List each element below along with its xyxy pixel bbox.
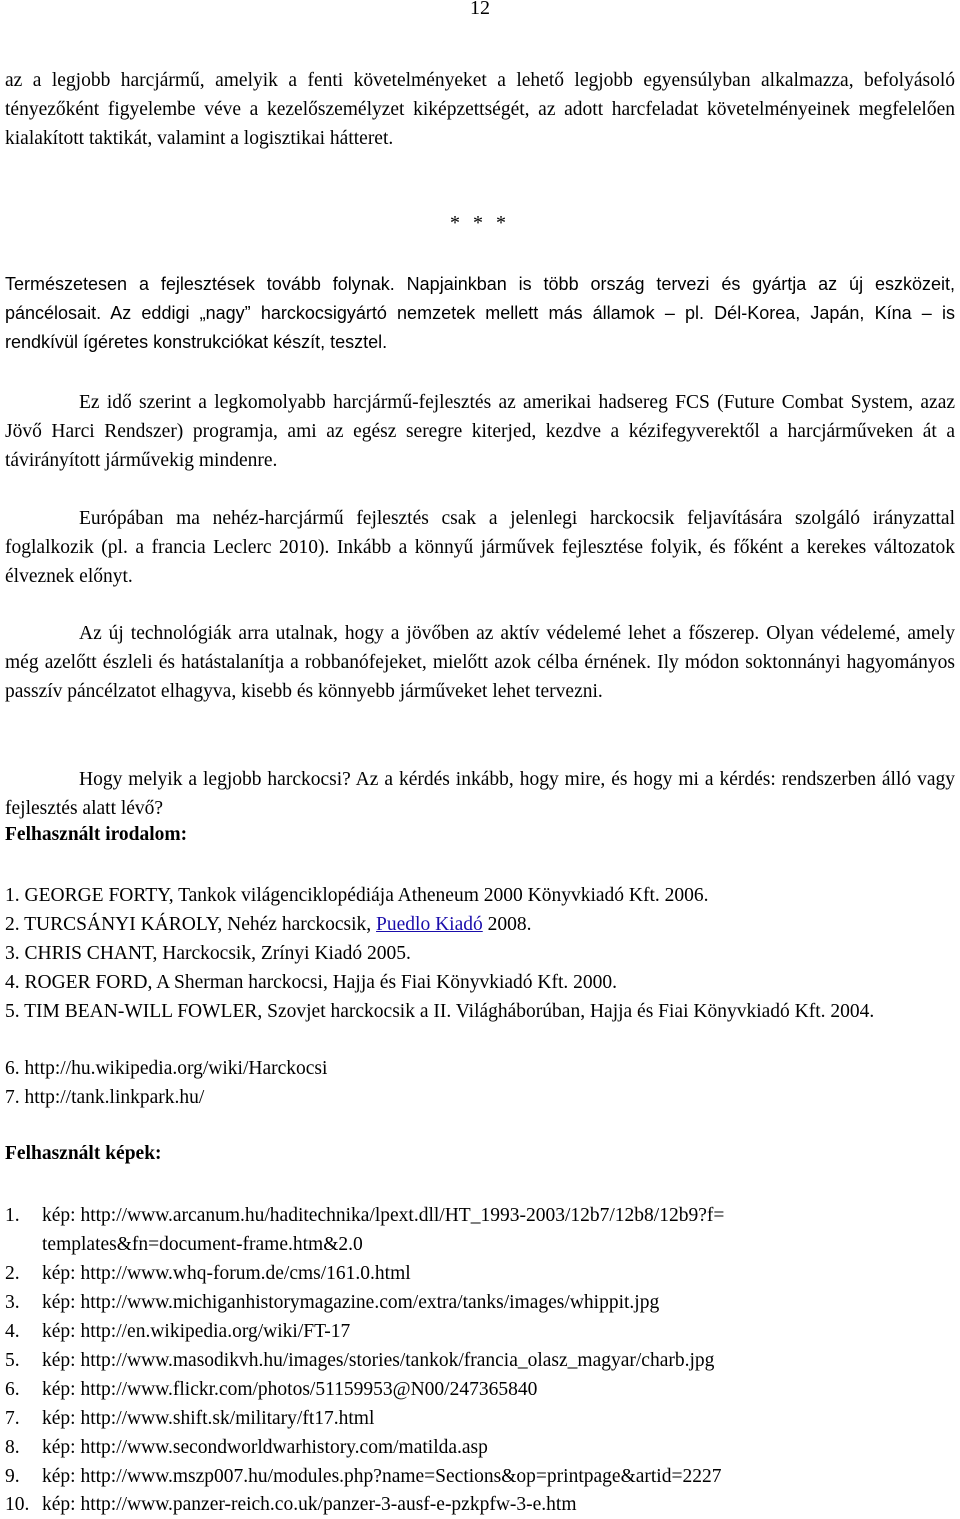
image-item-number: 5. <box>5 1350 20 1371</box>
literature-item: 6. http://hu.wikipedia.org/wiki/Harckocsi <box>5 1058 328 1079</box>
images-heading: Felhasznált képek: <box>5 1143 162 1164</box>
image-item-number: 3. <box>5 1292 20 1313</box>
image-item-text: kép: http://www.whq-forum.de/cms/161.0.html <box>42 1263 411 1284</box>
image-item-number: 8. <box>5 1437 20 1458</box>
literature-item: 4. ROGER FORD, A Sherman harckocsi, Hajja és Fiai Könyvkiadó Kft. 2000. <box>5 972 618 993</box>
literature-item-text: 2008. <box>482 914 532 935</box>
image-item-number: 4. <box>5 1321 20 1342</box>
literature-item: 1. GEORGE FORTY, Tankok világenciklopédiája Atheneum 2000 Könyvkiadó Kft. 2006. <box>5 885 709 906</box>
image-item-text: kép: http://www.arcanum.hu/haditechnika/lpext.dll/HT_1993-2003/12b7/12b8/12b9?f= <box>42 1205 725 1226</box>
literature-item-text: 2. TURCSÁNYI KÁROLY, Nehéz harckocsik, <box>5 914 377 935</box>
image-item-number: 2. <box>5 1263 20 1284</box>
literature-item: 5. TIM BEAN-WILL FOWLER, Szovjet harckocsik a II. Világháborúban, Hajja és Fiai Könyvkiadó Kft. 2004. <box>5 1001 875 1022</box>
image-item-number: 7. <box>5 1408 20 1429</box>
literature-heading: Felhasznált irodalom: <box>5 824 188 845</box>
europe-paragraph: Európában ma nehéz-harcjármű fejlesztés csak a jelenlegi harckocsik feljavítására szolgáló irányzattal foglalkozik (pl. a francia Leclerc 2010). Inkább a könnyű járművek fejlesztése folyik, és főként a kerekes változatok élveznek előnyt. <box>5 508 955 588</box>
fcs-paragraph: Ez idő szerint a legkomolyabb harcjármű-fejlesztés az amerikai hadsereg FCS (Future Combat System, azaz Jövő Harci Rendszer) programja, ami az egész seregre kiterjed, kezdve a kézifegyverektől a harcjárműveken át a távirányított járművekig mindenre. <box>5 392 955 472</box>
image-item-text: kép: http://www.secondworldwarhistory.com/matilda.asp <box>42 1437 488 1458</box>
image-item-number: 10. <box>5 1494 30 1515</box>
page-number: 12 <box>470 0 490 19</box>
image-item-text: kép: http://en.wikipedia.org/wiki/FT-17 <box>42 1321 351 1342</box>
section-separator: * * * <box>450 212 510 234</box>
development-paragraph: Természetesen a fejlesztések tovább folynak. Napjainkban is több ország tervezi és gyártja az új eszközeit, páncélosait. Az eddigi „nagy” harckocsigyártó nemzetek mellett más államok – pl. Dél-Korea, Japán, Kína – is rendkívül ígéretes konstrukciókat készít, tesztel. <box>5 274 955 352</box>
literature-item: 3. CHRIS CHANT, Harckocsik, Zrínyi Kiadó 2005. <box>5 943 411 964</box>
image-item-text: kép: http://www.masodikvh.hu/images/stories/tankok/francia_olasz_magyar/charb.jpg <box>42 1350 715 1371</box>
image-item-text: templates&fn=document-frame.htm&2.0 <box>42 1234 363 1255</box>
image-item-text: kép: http://www.mszp007.hu/modules.php?name=Sections&op=printpage&artid=2227 <box>42 1466 722 1487</box>
image-item-text: kép: http://www.shift.sk/military/ft17.html <box>42 1408 375 1429</box>
image-item-number: 9. <box>5 1466 20 1487</box>
image-item-number: 1. <box>5 1205 20 1226</box>
question-paragraph: Hogy melyik a legjobb harckocsi? Az a kérdés inkább, hogy mire, és hogy mi a kérdés: rendszerben álló vagy fejlesztés alatt lévő? <box>5 769 955 820</box>
intro-paragraph: az a legjobb harcjármű, amelyik a fenti követelményeket a lehető legjobb egyensúlyban alkalmazza, befolyásoló tényezőként figyelembe véve a kezelőszemélyzet kiképzettségét, az adott harcfeladat követelményeinek megfelelően kialakított taktikát, valamint a logisztikai hátteret. <box>5 70 955 150</box>
publisher-link[interactable]: Puedlo Kiadó <box>376 914 483 935</box>
image-item-number: 6. <box>5 1379 20 1400</box>
active-defense-paragraph: Az új technológiák arra utalnak, hogy a jövőben az aktív védelemé lehet a főszerep. Olyan védelemé, amely még azelőtt észleli és hatástalanítja a robbanófejeket, mielőtt azok célba érnének. Ily módon soktonnányi hagyományos passzív páncélzatot elhagyva, kisebb és könnyebb járműveket lehet tervezni. <box>5 623 955 703</box>
image-item-text: kép: http://www.flickr.com/photos/51159953@N00/247365840 <box>42 1379 538 1400</box>
image-item-text: kép: http://www.panzer-reich.co.uk/panzer-3-ausf-e-pzkpfw-3-e.htm <box>42 1494 577 1515</box>
image-item-text: kép: http://www.michiganhistorymagazine.com/extra/tanks/images/whippit.jpg <box>42 1292 660 1313</box>
literature-item <box>5 910 955 939</box>
literature-item: 7. http://tank.linkpark.hu/ <box>5 1087 205 1108</box>
